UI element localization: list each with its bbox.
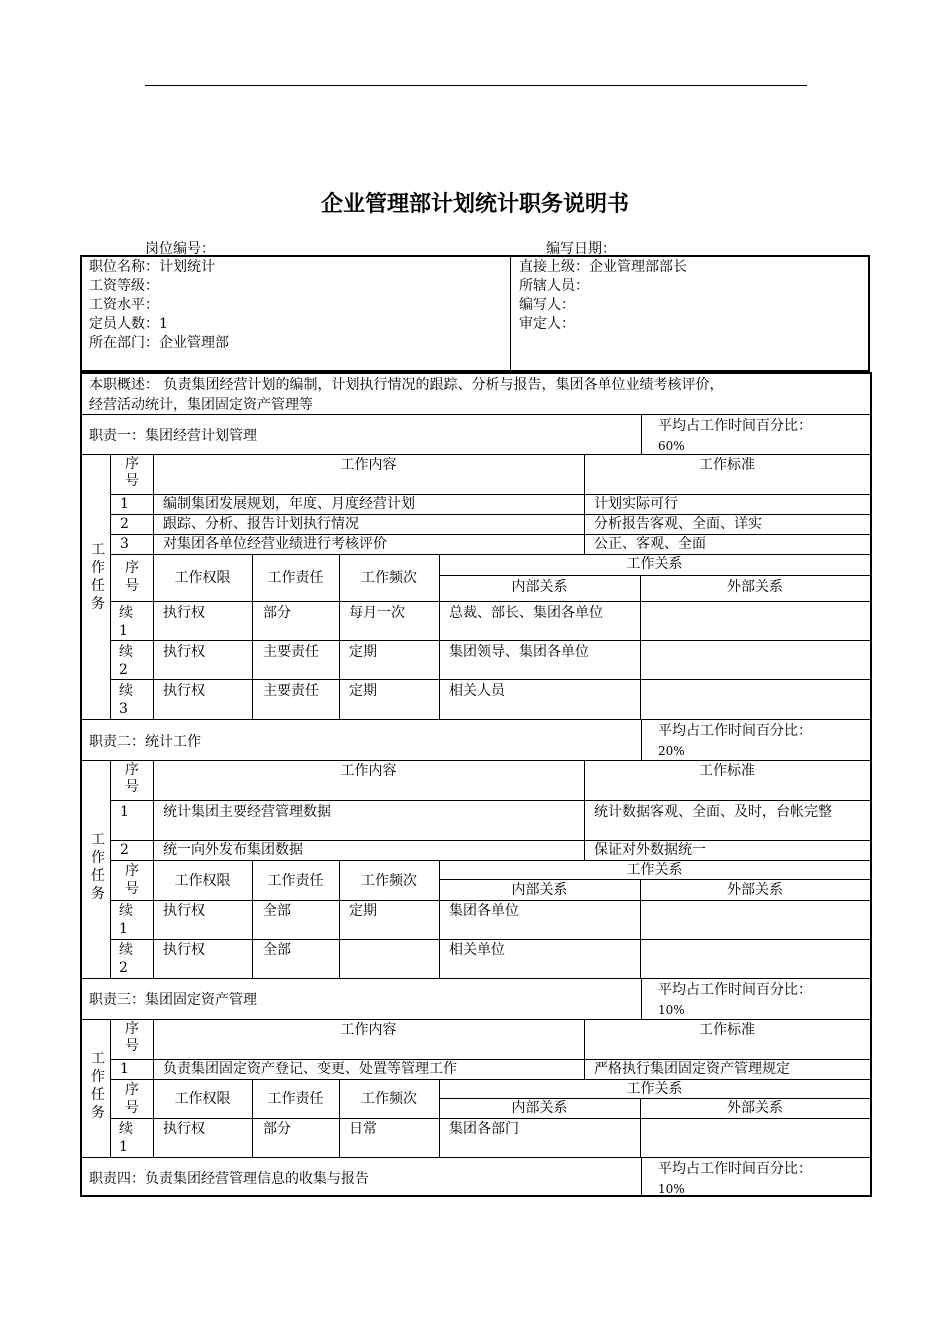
page-title: 企业管理部计划统计职务说明书 [320, 192, 629, 217]
duty2-rel-seq-header: 序 号 [125, 863, 139, 897]
duty2-pct-label: 平均占工作时间百分比： [658, 723, 812, 739]
duty2-task2-no: 2 [120, 842, 129, 858]
info-left-1: 工资等级： [89, 278, 159, 294]
duty1-pct-label: 平均占工作时间百分比： [658, 418, 812, 434]
duty3-task-label: 工 作 任 务 [91, 1051, 105, 1121]
duty2-resp-header: 工作责任 [267, 873, 324, 889]
post-no-label: 岗位编号： [145, 241, 215, 257]
duty2-internal-header: 内部关系 [511, 882, 568, 898]
duty1-rel2-no: 续 2 [119, 644, 133, 678]
duty2-rel1-freq: 定期 [349, 903, 377, 919]
duty3-task1-content: 负责集团固定资产登记、变更、处置等管理工作 [163, 1061, 457, 1077]
duty4-pct-label: 平均占工作时间百分比： [658, 1161, 812, 1177]
duty1-task1-standard: 计划实际可行 [594, 496, 678, 512]
duty3-rel1-freq: 日常 [349, 1121, 377, 1137]
info-right-0: 直接上级：企业管理部部长 [519, 259, 687, 275]
duty3-rel-seq-header: 序 号 [125, 1082, 139, 1116]
duty1-relation-header: 工作关系 [626, 556, 683, 572]
duty3-freq-header: 工作频次 [361, 1091, 417, 1107]
info-right-3: 审定人： [519, 316, 575, 332]
duty2-rel2-authority: 执行权 [163, 942, 205, 958]
duty1-task1-no: 1 [120, 496, 129, 512]
duty1-internal-header: 内部关系 [511, 579, 568, 595]
duty3-task1-standard: 严格执行集团固定资产管理规定 [594, 1061, 790, 1077]
duty2-rel1-internal: 集团各单位 [449, 903, 519, 919]
duty2-task1-content: 统计集团主要经营管理数据 [163, 804, 331, 820]
duty1-rel1-no: 续 1 [119, 605, 133, 639]
duty2-freq-header: 工作频次 [361, 873, 417, 889]
duty2-title: 职责二：统计工作 [89, 734, 201, 750]
duty2-external-header: 外部关系 [727, 882, 783, 898]
duty1-title: 职责一：集团经营计划管理 [89, 428, 257, 444]
duty2-authority-header: 工作权限 [174, 873, 231, 889]
duty1-rel2-authority: 执行权 [163, 644, 205, 660]
duty1-task3-no: 3 [120, 536, 129, 552]
info-right-2: 编写人： [519, 297, 575, 313]
duty1-external-header: 外部关系 [727, 579, 783, 595]
info-left-0: 职位名称：计划统计 [89, 259, 215, 275]
duty1-rel1-freq: 每月一次 [349, 605, 405, 621]
duty2-standard-header: 工作标准 [699, 763, 755, 779]
info-left-4: 所在部门：企业管理部 [89, 335, 229, 351]
duty3-rel1-resp: 部分 [263, 1121, 291, 1137]
duty2-rel2-resp: 全部 [263, 942, 291, 958]
duty3-standard-header: 工作标准 [699, 1022, 755, 1038]
overview-line2: 经营活动统计，集团固定资产管理等 [89, 397, 313, 413]
duty3-authority-header: 工作权限 [174, 1091, 231, 1107]
duty4-title: 职责四：负责集团经营管理信息的收集与报告 [89, 1171, 369, 1187]
info-divider [510, 257, 511, 371]
duty1-rel3-authority: 执行权 [163, 683, 205, 699]
duty1-task-label: 工 作 任 务 [91, 542, 105, 612]
info-left-3: 定员人数：1 [89, 316, 168, 332]
duty1-task3-content: 对集团各单位经营业绩进行考核评价 [163, 536, 387, 552]
duty3-rel1-internal: 集团各部门 [449, 1121, 519, 1137]
duty1-rel3-resp: 主要责任 [263, 683, 319, 699]
duty2-task1-standard: 统计数据客观、全面、及时，台帐完整 [594, 804, 832, 820]
duty1-task2-no: 2 [120, 516, 129, 532]
duty1-rel1-authority: 执行权 [163, 605, 205, 621]
duty1-seq-header: 序 号 [125, 456, 139, 489]
info-left-2: 工资水平： [89, 297, 159, 313]
duty1-rel1-internal: 总裁、部长、集团各单位 [449, 605, 603, 621]
duty3-seq-header: 序 号 [125, 1021, 139, 1054]
duty2-task-label: 工 作 任 务 [91, 832, 105, 902]
duty1-rel3-freq: 定期 [349, 683, 377, 699]
duty2-task1-no: 1 [120, 804, 129, 820]
info-right-1: 所辖人员： [519, 278, 589, 294]
duty2-rel2-no: 续 2 [119, 942, 133, 976]
duty1-rel1-resp: 部分 [263, 605, 291, 621]
duty1-task2-content: 跟踪、分析、报告计划执行情况 [163, 516, 359, 532]
date-label: 编写日期： [546, 241, 616, 257]
duty1-task1-content: 编制集团发展规划，年度、月度经营计划 [163, 496, 415, 512]
header-rule [145, 85, 807, 86]
duty3-external-header: 外部关系 [727, 1100, 783, 1116]
duty4-pct: 10% [658, 1182, 685, 1196]
duty1-rel3-no: 续 3 [119, 683, 133, 717]
duty1-content-header: 工作内容 [340, 457, 397, 473]
duty1-freq-header: 工作频次 [361, 570, 417, 586]
duty1-pct: 60% [658, 439, 685, 453]
duty1-rel2-internal: 集团领导、集团各单位 [449, 644, 589, 660]
duty1-rel-seq-header: 序 号 [125, 560, 139, 594]
duty2-seq-header: 序 号 [125, 762, 139, 795]
duty1-authority-header: 工作权限 [174, 570, 231, 586]
duty2-rel1-resp: 全部 [263, 903, 291, 919]
duty3-resp-header: 工作责任 [267, 1091, 324, 1107]
duty3-rel1-authority: 执行权 [163, 1121, 205, 1137]
duty3-internal-header: 内部关系 [511, 1100, 568, 1116]
duty1-rel3-internal: 相关人员 [449, 683, 505, 699]
duty3-rel1-no: 续 1 [119, 1121, 133, 1155]
duty2-pct: 20% [658, 744, 685, 758]
duty2-task2-standard: 保证对外数据统一 [594, 842, 706, 858]
duty3-title: 职责三：集团固定资产管理 [89, 992, 257, 1008]
duty2-rel2-internal: 相关单位 [449, 942, 505, 958]
duty3-pct: 10% [658, 1003, 685, 1017]
duty2-rel1-authority: 执行权 [163, 903, 205, 919]
duty3-relation-header: 工作关系 [626, 1081, 683, 1097]
duty3-content-header: 工作内容 [340, 1022, 397, 1038]
duty2-content-header: 工作内容 [340, 763, 397, 779]
duty1-resp-header: 工作责任 [267, 570, 324, 586]
overview-line1: 本职概述： 负责集团经营计划的编制，计划执行情况的跟踪、分析与报告，集团各单位业绩考核评价， [89, 377, 724, 393]
duty3-pct-label: 平均占工作时间百分比： [658, 982, 812, 998]
duty1-rel2-resp: 主要责任 [263, 644, 319, 660]
duty3-task1-no: 1 [120, 1061, 129, 1077]
duty2-rel1-no: 续 1 [119, 903, 133, 937]
duty1-task2-standard: 分析报告客观、全面、详实 [594, 516, 762, 532]
duty1-rel2-freq: 定期 [349, 644, 377, 660]
duty2-task2-content: 统一向外发布集团数据 [163, 842, 303, 858]
duty2-relation-header: 工作关系 [626, 862, 683, 878]
duty1-standard-header: 工作标准 [699, 457, 755, 473]
duty1-task3-standard: 公正、客观、全面 [594, 536, 706, 552]
